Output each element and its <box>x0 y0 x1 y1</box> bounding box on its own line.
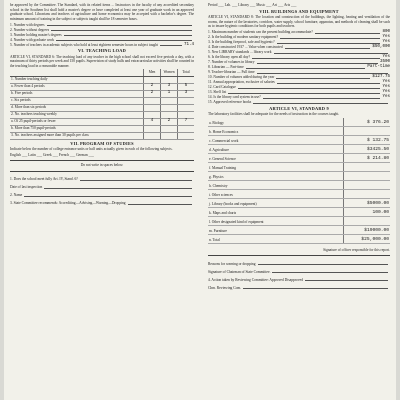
row-amount <box>344 216 391 225</box>
signature-label: Signature of officer responsible for this report. <box>323 247 390 252</box>
row-label: b. Home Economics <box>208 126 344 135</box>
section-text: ARTICLE VI, STANDARD 6: The teaching load of any teacher in the high school shall not exceed five periods a day, with a maximum of thirty periods per week and 150 pupils. Supervision of study halls and extracurricular activities shall be counted in the teaching load in a reasonable manner. <box>10 54 194 68</box>
left-bottom-items <box>10 174 194 206</box>
field-value: $127.75 <box>372 75 390 79</box>
row-label: h. Chemistry <box>208 180 344 189</box>
row-label: c. Commercial work <box>208 135 344 144</box>
table-row <box>208 144 390 153</box>
field-label: 14. Is the library card system in use? <box>208 95 261 99</box>
office-item-label: Chm. Reviewing Com. <box>208 285 242 290</box>
cell-total: 5 <box>178 83 195 90</box>
table-row <box>10 111 194 118</box>
field-label: 9. Teacher-librarian — Full time <box>208 70 255 74</box>
row-label: k. Maps and charts <box>208 207 344 216</box>
col-header: Men <box>144 69 161 76</box>
cell-women <box>161 125 178 132</box>
table-row <box>208 126 390 135</box>
section-title: VIII. BUILDINGS AND EQUIPMENT <box>259 8 339 14</box>
row-amount: $3425.50 <box>344 144 391 153</box>
row-amount: $ 132.75 <box>344 135 391 144</box>
table-row <box>10 83 194 90</box>
office-item <box>10 198 194 206</box>
row-label: j. Library (books and equipment) <box>208 198 344 207</box>
cell-men <box>144 125 161 132</box>
section-text: ARTICLE VI, STANDARD 8: The location and construction of the buildings, the lighting, heating and ventilation of the rooms, the nature of the lavatories, corridors, water supply, school furniture, apparatus, and methods of cleaning shall be such as to insure hygienic conditions for both pupils and teachers. <box>208 15 390 28</box>
row-amount <box>344 126 391 135</box>
office-item <box>10 174 194 182</box>
field-label: 3. Number holding master's degrees <box>10 32 62 37</box>
cell-women <box>161 111 178 118</box>
table-row <box>208 180 390 189</box>
row-amount: 100.00 <box>344 207 391 216</box>
right-fields <box>208 30 390 105</box>
field-value: Yes <box>382 40 390 44</box>
field-value: Yes <box>382 85 390 89</box>
right-column <box>208 0 390 290</box>
field-label: 3. Is the building fireproof, safe and hygienic? <box>208 40 275 44</box>
table-row <box>10 104 194 111</box>
table-row <box>208 153 390 162</box>
form-field <box>208 100 390 105</box>
cell-men <box>144 104 161 111</box>
document-page <box>4 0 396 400</box>
table-row <box>10 132 194 139</box>
field-label: 15. Approved reference books <box>208 100 252 104</box>
office-item <box>208 266 390 274</box>
office-item-label: Reasons for warning or dropping <box>208 261 256 266</box>
table-row <box>10 118 194 125</box>
field-value: $50,000 <box>372 45 390 49</box>
section-title: VI. TEACHING LOAD <box>77 48 127 53</box>
row-label: e. General Science <box>208 153 344 162</box>
right-bottom-items <box>208 258 390 290</box>
office-use-label: Do not write in spaces below. <box>80 163 124 167</box>
row-amount: $19000.00 <box>344 225 391 234</box>
field-value: 800 <box>382 30 390 34</box>
row-label: b. More than 750 pupil-periods <box>10 125 144 132</box>
row-label: a. Biology <box>208 118 344 127</box>
field-label: 12. Card Catalogue <box>208 85 236 89</box>
row-label: f. Manual Training <box>208 162 344 171</box>
row-label: l. Other designated kind of equipment <box>208 216 344 225</box>
field-label: 1. Number with degrees <box>10 22 45 27</box>
row-amount <box>344 171 391 180</box>
table-row <box>208 135 390 144</box>
left-column <box>10 0 194 206</box>
field-label: 6. Is the library open all day? <box>208 55 251 59</box>
office-item <box>208 274 390 282</box>
office-item-label: 4. Action taken by Reviewing Committee: Approved Disapproved <box>208 277 304 282</box>
row-label: n. Total <box>208 234 344 243</box>
field-label: 11. Annual appropriation, exclusive of salaries <box>208 80 275 84</box>
top-line: Period ___ Lab. ___ Library ___ Music ___ Art ___ Arts ___ <box>208 3 297 7</box>
field-value: Yes <box>382 35 390 39</box>
equipment-value-table <box>208 118 390 244</box>
field-label: 10. Number of volumes added during the year <box>208 75 275 79</box>
field-value: Yes <box>382 80 390 84</box>
row-label: m. Furniture <box>208 225 344 234</box>
cell-women <box>161 76 178 83</box>
table-row <box>10 76 194 83</box>
row-label: a. Fewer than 4 periods <box>10 83 144 90</box>
field-value: Yes <box>382 90 390 94</box>
field-label: 4. Number with graduate work <box>10 37 55 42</box>
cell-women: 1 <box>161 90 178 97</box>
col-header: Total <box>178 69 195 76</box>
section-text: The laboratory facilities shall be adequate for the needs of instruction in the courses taught. <box>208 112 340 116</box>
row-amount <box>344 162 391 171</box>
office-item <box>10 182 194 190</box>
cell-women <box>161 97 178 104</box>
field-value: Part-time <box>367 65 390 69</box>
cell-total <box>178 125 195 132</box>
row-label: a. Of 25 pupil-periods or fewer <box>10 118 144 125</box>
office-item-label: 2. Name <box>10 193 23 197</box>
cell-total <box>178 132 195 139</box>
table-row <box>208 216 390 225</box>
office-item <box>10 190 194 198</box>
row-label: 2. No. teachers teaching weekly <box>10 111 144 118</box>
subject-units-line: English ___ Latin ___ Greek ___ French ___ German ___ <box>10 152 94 157</box>
office-item-label: Date of last inspection <box>10 185 43 189</box>
table-row <box>208 189 390 198</box>
field-value: Yes <box>382 95 390 99</box>
section-text: Indicate below the number of college entrance units or half units actually given in each of the following subjects. <box>10 147 173 151</box>
row-label: 1. Number teaching daily <box>10 76 144 83</box>
col-header: Women <box>161 69 178 76</box>
row-amount: $ 376.20 <box>344 118 391 127</box>
office-item-label: Signature of Chairman of State Committee. <box>208 269 271 274</box>
table-row <box>208 225 390 234</box>
cell-total <box>178 111 195 118</box>
row-amount <box>344 189 391 198</box>
row-label: d. More than six periods <box>10 104 144 111</box>
cell-men: 2 <box>144 90 161 97</box>
left-fields <box>10 22 194 47</box>
teaching-load-table <box>10 69 194 140</box>
table-row <box>10 90 194 97</box>
row-amount <box>344 180 391 189</box>
field-value: 3500 <box>379 60 390 64</box>
cell-total <box>178 104 195 111</box>
table-row <box>208 162 390 171</box>
cell-men: 4 <box>144 118 161 125</box>
row-amount: $5000.00 <box>344 198 391 207</box>
field-label: 8. Librarian — Part-time <box>208 65 244 69</box>
section-title: ARTICLE VI, STANDARD 9 <box>269 105 329 111</box>
section-title: VII. PROGRAM OF STUDIES <box>70 140 134 146</box>
field-label: 4. Date constructed 1937 ... Value when constructed <box>208 45 283 49</box>
table-row <box>10 97 194 104</box>
table-row <box>208 234 390 243</box>
row-label: g. Physics <box>208 171 344 180</box>
row-label: b. Five periods <box>10 90 144 97</box>
office-item-label: 1. Does the school meet fully Art. IV, Stand. 6? <box>10 177 78 181</box>
intro-text: be approved by the Committee. The Standard, with its related items ... Instructors in the faculty of any accredited secondary school in the Southern list shall hold a master's degree or have completed at least one year of graduate work in an approved graduate school. Librarians and teachers of agriculture and home economics may be accepted with a bachelor's degree. The minimum amount of training in the subject or subjects taught shall be 18 semester hours. <box>10 3 194 21</box>
cell-men <box>144 97 161 104</box>
cell-total <box>178 76 195 83</box>
row-amount: $ 214.80 <box>344 153 391 162</box>
table-row <box>208 198 390 207</box>
row-label: d. Agriculture <box>208 144 344 153</box>
field-label: 5. New LIBRARY standards ... library work <box>208 50 272 54</box>
office-item-label: 3. State Committee recommends: Accrediting—Advising—Warning—Dropping <box>10 201 126 205</box>
field-label: 13. Shelf list <box>208 90 227 94</box>
table-row <box>10 125 194 132</box>
form-field <box>10 42 194 47</box>
office-item <box>208 282 390 290</box>
cell-men <box>144 76 161 83</box>
row-amount: $25,000.00 <box>344 234 391 243</box>
field-label: 5. Number of teachers in academic subjects who hold at least eighteen semester hours in subject taught <box>10 42 158 47</box>
row-label: 3. No. teachers assigned more than 30 pupils per class <box>10 132 144 139</box>
row-label: i. Other sciences <box>208 189 344 198</box>
cell-men <box>144 111 161 118</box>
cell-men <box>144 132 161 139</box>
field-label: 1. Maximum number of students can the present building accommodate? <box>208 30 313 34</box>
cell-total <box>178 97 195 104</box>
field-value: Yes <box>382 55 390 59</box>
cell-men: 2 <box>144 83 161 90</box>
field-label: 2. Number without degrees <box>10 27 50 32</box>
table-row <box>208 171 390 180</box>
field-label: 7. Number of volumes in library <box>208 60 255 64</box>
field-value: 71.4 <box>183 42 194 47</box>
cell-women <box>161 132 178 139</box>
office-item <box>208 258 390 266</box>
cell-women <box>161 104 178 111</box>
table-row <box>208 118 390 127</box>
table-row <box>208 207 390 216</box>
cell-total: 7 <box>178 118 195 125</box>
field-label: 2. Is the building of modern sanitary equipment? <box>208 35 279 39</box>
cell-total: 3 <box>178 90 195 97</box>
row-label: c. Six periods <box>10 97 144 104</box>
cell-women: 3 <box>161 83 178 90</box>
cell-women: 2 <box>161 118 178 125</box>
